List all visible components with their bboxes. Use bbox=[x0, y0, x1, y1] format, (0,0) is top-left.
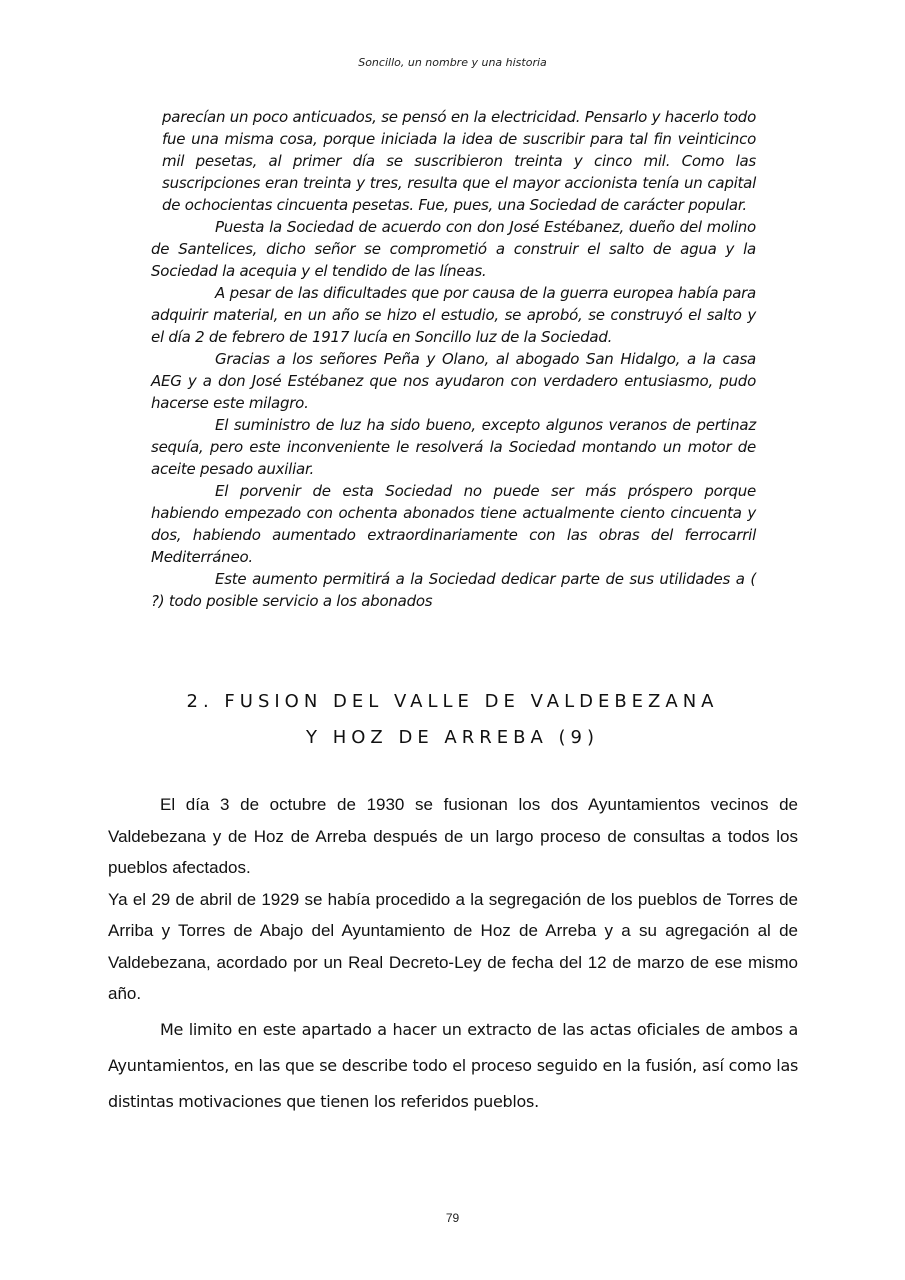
quote-paragraph: El porvenir de esta Sociedad no puede ser más próspero porque habiendo empezado con ochenta abonados tiene actualmente ciento cincuenta y dos, habiendo aumentado extraordinariamente con las obras del ferrocarril Mediterráneo. bbox=[151, 482, 756, 566]
body-text-block bbox=[108, 789, 798, 1010]
section-heading-line-1: 2. FUSION DEL VALLE DE VALDEBEZANA bbox=[186, 691, 719, 712]
quote-paragraph: A pesar de las dificultades que por causa de la guerra europea había para adquirir material, en un año se hizo el estudio, se aprobó, se construyó el salto y el día 2 de febrero de 1917 lucía en Soncillo luz de la Sociedad. bbox=[151, 284, 756, 346]
body-paragraph-3: Me limito en este apartado a hacer un extracto de las actas oficiales de ambos a Ayuntamientos, en las que se describe todo el proceso seguido en la fusión, así como las distintas motivaciones que tienen los referidos pueblos. bbox=[108, 1020, 798, 1111]
section-heading bbox=[0, 684, 905, 756]
body-text-block-2 bbox=[108, 1012, 798, 1120]
quote-paragraph: parecían un poco anticuados, se pensó en la electricidad. Pensarlo y hacerlo todo fue una misma cosa, porque iniciada la idea de suscribir para tal fin veinticinco mil pesetas, al primer día se suscribieron treinta y cinco mil. Como las suscripciones eran treinta y tres, resulta que el mayor accionista tenía un capital de ochocientas cincuenta pesetas. Fue, pues, una Sociedad de carácter popular. bbox=[162, 108, 756, 214]
running-header: Soncillo, un nombre y una historia bbox=[358, 56, 547, 69]
section-heading-line-2: Y HOZ DE ARREBA (9) bbox=[305, 727, 599, 748]
quote-paragraph: El suministro de luz ha sido bueno, excepto algunos veranos de pertinaz sequía, pero este inconveniente le resolverá la Sociedad montando un motor de aceite pesado auxiliar. bbox=[151, 416, 756, 478]
quote-paragraph: Gracias a los señores Peña y Olano, al abogado San Hidalgo, a la casa AEG y a don José Estébanez que nos ayudaron con verdadero entusiasmo, pudo hacerse este milagro. bbox=[151, 350, 756, 412]
body-paragraph-2: Ya el 29 de abril de 1929 se había procedido a la segregación de los pueblos de Torres de Arriba y Torres de Abajo del Ayuntamiento de Hoz de Arreba y a su agregación al de Valdebezana, acordado por un Real Decreto-Ley de fecha del 12 de marzo de ese mismo año. bbox=[108, 889, 798, 1003]
quoted-document-excerpt bbox=[151, 106, 756, 612]
body-paragraph-1: El día 3 de octubre de 1930 se fusionan los dos Ayuntamientos vecinos de Valdebezana y de Hoz de Arreba después de un largo proceso de consultas a todos los pueblos afectados. bbox=[108, 795, 798, 877]
quote-paragraph: Este aumento permitirá a la Sociedad dedicar parte de sus utilidades a ( ?) todo posible servicio a los abonados bbox=[151, 570, 756, 610]
page-number: 79 bbox=[445, 1211, 460, 1225]
quote-paragraph: Puesta la Sociedad de acuerdo con don José Estébanez, dueño del molino de Santelices, dicho señor se comprometió a construir el salto de agua y la Sociedad la acequia y el tendido de las líneas. bbox=[151, 218, 756, 280]
